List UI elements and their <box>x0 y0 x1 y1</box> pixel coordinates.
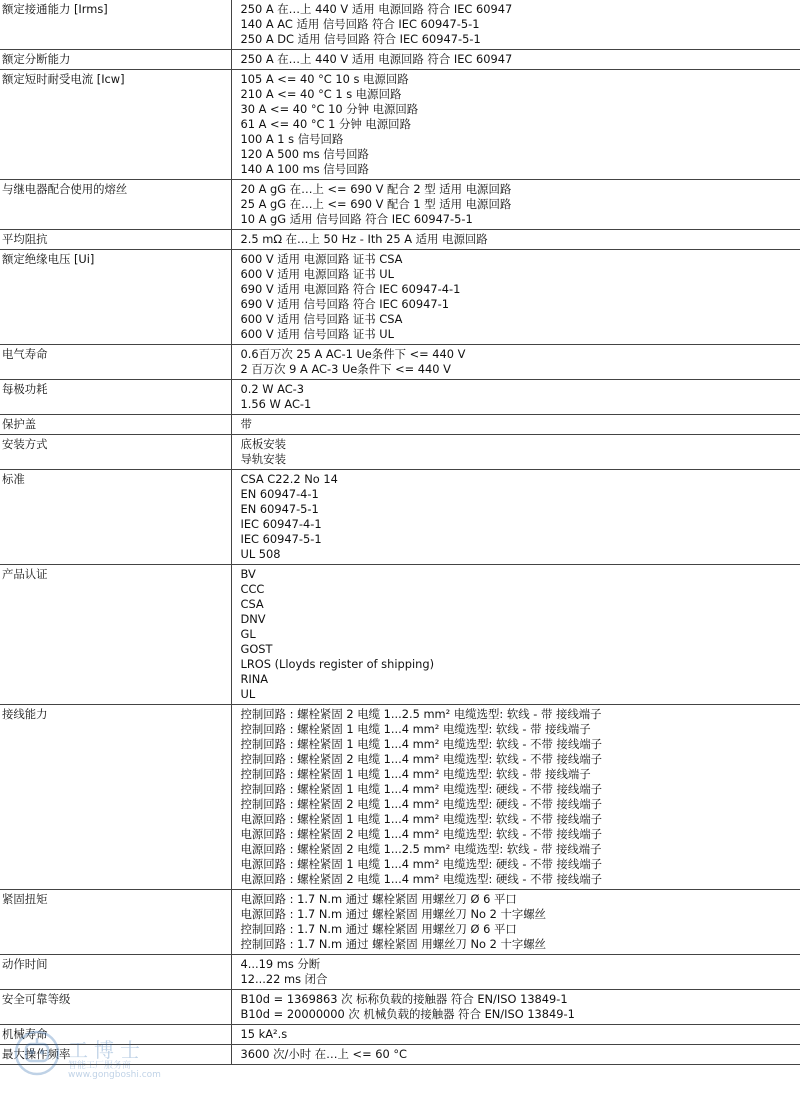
spec-value-line: 电源回路 : 螺栓紧固 1 电缆 1...4 mm² 电缆选型: 硬线 - 不带 接线端子 <box>240 857 603 871</box>
spec-value-line: 控制回路 : 螺栓紧固 1 电缆 1...4 mm² 电缆选型: 软线 - 不带 接线端子 <box>240 737 603 751</box>
spec-row <box>0 250 800 345</box>
spec-value-line: 2 百万次 9 A AC-3 Ue条件下 <= 440 V <box>240 362 451 376</box>
spec-row <box>0 990 800 1025</box>
spec-row <box>0 230 800 250</box>
spec-row <box>0 345 800 380</box>
spec-label: 与继电器配合使用的熔丝 <box>0 180 231 230</box>
spec-value-line: DNV <box>240 612 266 626</box>
spec-value-line: EN 60947-4-1 <box>240 487 319 501</box>
spec-value-line: RINA <box>240 672 269 686</box>
spec-value-line: 控制回路 : 螺栓紧固 1 电缆 1...4 mm² 电缆选型: 硬线 - 不带 接线端子 <box>240 782 603 796</box>
spec-value-cell <box>231 345 800 380</box>
spec-value-line: IEC 60947-4-1 <box>240 517 322 531</box>
spec-value-line: 带 <box>240 417 252 431</box>
spec-value-line: CSA C22.2 No 14 <box>240 472 338 486</box>
spec-value-line: 61 A <= 40 °C 1 分钟 电源回路 <box>240 117 411 131</box>
spec-value-line: 140 A 100 ms 信号回路 <box>240 162 369 176</box>
spec-value-cell <box>231 1045 800 1065</box>
spec-value-line: 100 A 1 s 信号回路 <box>240 132 344 146</box>
spec-value-line: UL 508 <box>240 547 281 561</box>
spec-value-cell <box>231 1025 800 1045</box>
spec-value-line: GL <box>240 627 256 641</box>
spec-row <box>0 955 800 990</box>
spec-label: 接线能力 <box>0 705 231 890</box>
spec-value-line: 30 A <= 40 °C 10 分钟 电源回路 <box>240 102 419 116</box>
spec-row <box>0 435 800 470</box>
spec-label: 动作时间 <box>0 955 231 990</box>
spec-value-line: 3600 次/小时 在…上 <= 60 °C <box>240 1047 408 1061</box>
spec-label: 额定分断能力 <box>0 50 231 70</box>
spec-label: 额定绝缘电压 [Ui] <box>0 250 231 345</box>
watermark-subtitle: 智能工厂服务商 <box>68 1061 132 1071</box>
spec-value-line: 10 A gG 适用 信号回路 符合 IEC 60947-5-1 <box>240 212 473 226</box>
spec-row <box>0 705 800 890</box>
spec-value-line: 690 V 适用 电源回路 符合 IEC 60947-4-1 <box>240 282 461 296</box>
spec-value-line: 690 V 适用 信号回路 符合 IEC 60947-1 <box>240 297 449 311</box>
spec-value-line: 120 A 500 ms 信号回路 <box>240 147 369 161</box>
spec-value-line: 导轨安装 <box>240 452 287 466</box>
spec-value-line: CSA <box>240 597 264 611</box>
spec-value-line: CCC <box>240 582 265 596</box>
spec-value-line: 控制回路 : 螺栓紧固 2 电缆 1...4 mm² 电缆选型: 硬线 - 不带 接线端子 <box>240 797 603 811</box>
spec-value-line: 250 A 在…上 440 V 适用 电源回路 符合 IEC 60947 <box>240 2 513 16</box>
spec-row <box>0 1025 800 1045</box>
watermark-url: www.gongboshi.com <box>68 1070 161 1080</box>
spec-row <box>0 1045 800 1065</box>
spec-value-line: 20 A gG 在…上 <= 690 V 配合 2 型 适用 电源回路 <box>240 182 512 196</box>
spec-value-cell <box>231 250 800 345</box>
spec-value-line: 控制回路 : 螺栓紧固 2 电缆 1...4 mm² 电缆选型: 软线 - 不带 接线端子 <box>240 752 603 766</box>
spec-row <box>0 890 800 955</box>
spec-value-cell <box>231 705 800 890</box>
spec-value-line: 2.5 mΩ 在…上 50 Hz - Ith 25 A 适用 电源回路 <box>240 232 488 246</box>
spec-label: 电气寿命 <box>0 345 231 380</box>
spec-row <box>0 565 800 705</box>
spec-value-line: BV <box>240 567 256 581</box>
spec-value-line: 4...19 ms 分断 <box>240 957 321 971</box>
spec-value-cell <box>231 380 800 415</box>
spec-value-line: 25 A gG 在…上 <= 690 V 配合 1 型 适用 电源回路 <box>240 197 512 211</box>
spec-value-line: 控制回路 : 1.7 N.m 通过 螺栓紧固 用螺丝刀 Ø 6 平口 <box>240 922 517 936</box>
spec-value-line: 140 A AC 适用 信号回路 符合 IEC 60947-5-1 <box>240 17 480 31</box>
spec-label: 额定短时耐受电流 [Icw] <box>0 70 231 180</box>
spec-row <box>0 70 800 180</box>
spec-row <box>0 50 800 70</box>
spec-label: 最大操作频率 <box>0 1045 231 1065</box>
spec-value-line: 电源回路 : 1.7 N.m 通过 螺栓紧固 用螺丝刀 No 2 十字螺丝 <box>240 907 547 921</box>
spec-value-line: 15 kA².s <box>240 1027 288 1041</box>
spec-value-cell <box>231 230 800 250</box>
spec-value-line: 250 A DC 适用 信号回路 符合 IEC 60947-5-1 <box>240 32 481 46</box>
spec-label: 额定接通能力 [Irms] <box>0 0 231 50</box>
spec-value-cell <box>231 180 800 230</box>
spec-value-line: 电源回路 : 螺栓紧固 2 电缆 1...2.5 mm² 电缆选型: 软线 - 带 接线端子 <box>240 842 602 856</box>
spec-value-line: B10d = 20000000 次 机械负载的接触器 符合 EN/ISO 13849-1 <box>240 1007 575 1021</box>
spec-row <box>0 0 800 50</box>
spec-value-line: 电源回路 : 螺栓紧固 2 电缆 1...4 mm² 电缆选型: 软线 - 不带 接线端子 <box>240 827 603 841</box>
spec-row <box>0 470 800 565</box>
spec-value-line: 0.6百万次 25 A AC-1 Ue条件下 <= 440 V <box>240 347 466 361</box>
spec-value-line: 105 A <= 40 °C 10 s 电源回路 <box>240 72 409 86</box>
spec-value-cell <box>231 415 800 435</box>
spec-label: 标准 <box>0 470 231 565</box>
spec-value-line: IEC 60947-5-1 <box>240 532 322 546</box>
spec-value-cell <box>231 565 800 705</box>
spec-label: 平均阻抗 <box>0 230 231 250</box>
spec-value-line: 600 V 适用 电源回路 证书 UL <box>240 267 394 281</box>
spec-label: 安全可靠等级 <box>0 990 231 1025</box>
spec-value-line: 电源回路 : 1.7 N.m 通过 螺栓紧固 用螺丝刀 Ø 6 平口 <box>240 892 517 906</box>
spec-value-line: 600 V 适用 信号回路 证书 UL <box>240 327 394 341</box>
spec-value-line: 底板安装 <box>240 437 287 451</box>
spec-label: 每极功耗 <box>0 380 231 415</box>
spec-row <box>0 380 800 415</box>
spec-label: 安装方式 <box>0 435 231 470</box>
spec-value-line: 250 A 在…上 440 V 适用 电源回路 符合 IEC 60947 <box>240 52 513 66</box>
spec-label: 紧固扭矩 <box>0 890 231 955</box>
spec-value-line: 12...22 ms 闭合 <box>240 972 328 986</box>
spec-value-line: 控制回路 : 1.7 N.m 通过 螺栓紧固 用螺丝刀 No 2 十字螺丝 <box>240 937 547 951</box>
spec-value-cell <box>231 990 800 1025</box>
spec-value-cell <box>231 955 800 990</box>
watermark-title: 工博士 <box>68 1038 146 1062</box>
spec-label: 保护盖 <box>0 415 231 435</box>
spec-value-line: B10d = 1369863 次 标称负载的接触器 符合 EN/ISO 13849-1 <box>240 992 568 1006</box>
spec-value-cell <box>231 70 800 180</box>
spec-value-cell <box>231 50 800 70</box>
spec-value-line: LROS (Lloyds register of shipping) <box>240 657 435 671</box>
spec-value-cell <box>231 890 800 955</box>
spec-value-line: 电源回路 : 螺栓紧固 1 电缆 1...4 mm² 电缆选型: 软线 - 不带 接线端子 <box>240 812 603 826</box>
spec-value-line: 0.2 W AC-3 <box>240 382 305 396</box>
spec-value-cell <box>231 470 800 565</box>
spec-value-line: 600 V 适用 电源回路 证书 CSA <box>240 252 403 266</box>
spec-value-cell <box>231 0 800 50</box>
spec-value-line: 1.56 W AC-1 <box>240 397 312 411</box>
spec-row <box>0 415 800 435</box>
spec-value-line: GOST <box>240 642 273 656</box>
spec-value-line: 控制回路 : 螺栓紧固 1 电缆 1...4 mm² 电缆选型: 软线 - 带 接线端子 <box>240 767 591 781</box>
spec-label: 产品认证 <box>0 565 231 705</box>
spec-value-line: 600 V 适用 信号回路 证书 CSA <box>240 312 403 326</box>
spec-value-line: UL <box>240 687 256 701</box>
spec-value-line: 控制回路 : 螺栓紧固 1 电缆 1...4 mm² 电缆选型: 软线 - 带 接线端子 <box>240 722 591 736</box>
spec-value-line: 210 A <= 40 °C 1 s 电源回路 <box>240 87 402 101</box>
spec-row <box>0 180 800 230</box>
spec-label: 机械寿命 <box>0 1025 231 1045</box>
spec-value-cell <box>231 435 800 470</box>
spec-value-line: 电源回路 : 螺栓紧固 2 电缆 1...4 mm² 电缆选型: 硬线 - 不带 接线端子 <box>240 872 603 886</box>
spec-value-line: EN 60947-5-1 <box>240 502 319 516</box>
spec-value-line: 控制回路 : 螺栓紧固 2 电缆 1...2.5 mm² 电缆选型: 软线 - 带 接线端子 <box>240 707 602 721</box>
